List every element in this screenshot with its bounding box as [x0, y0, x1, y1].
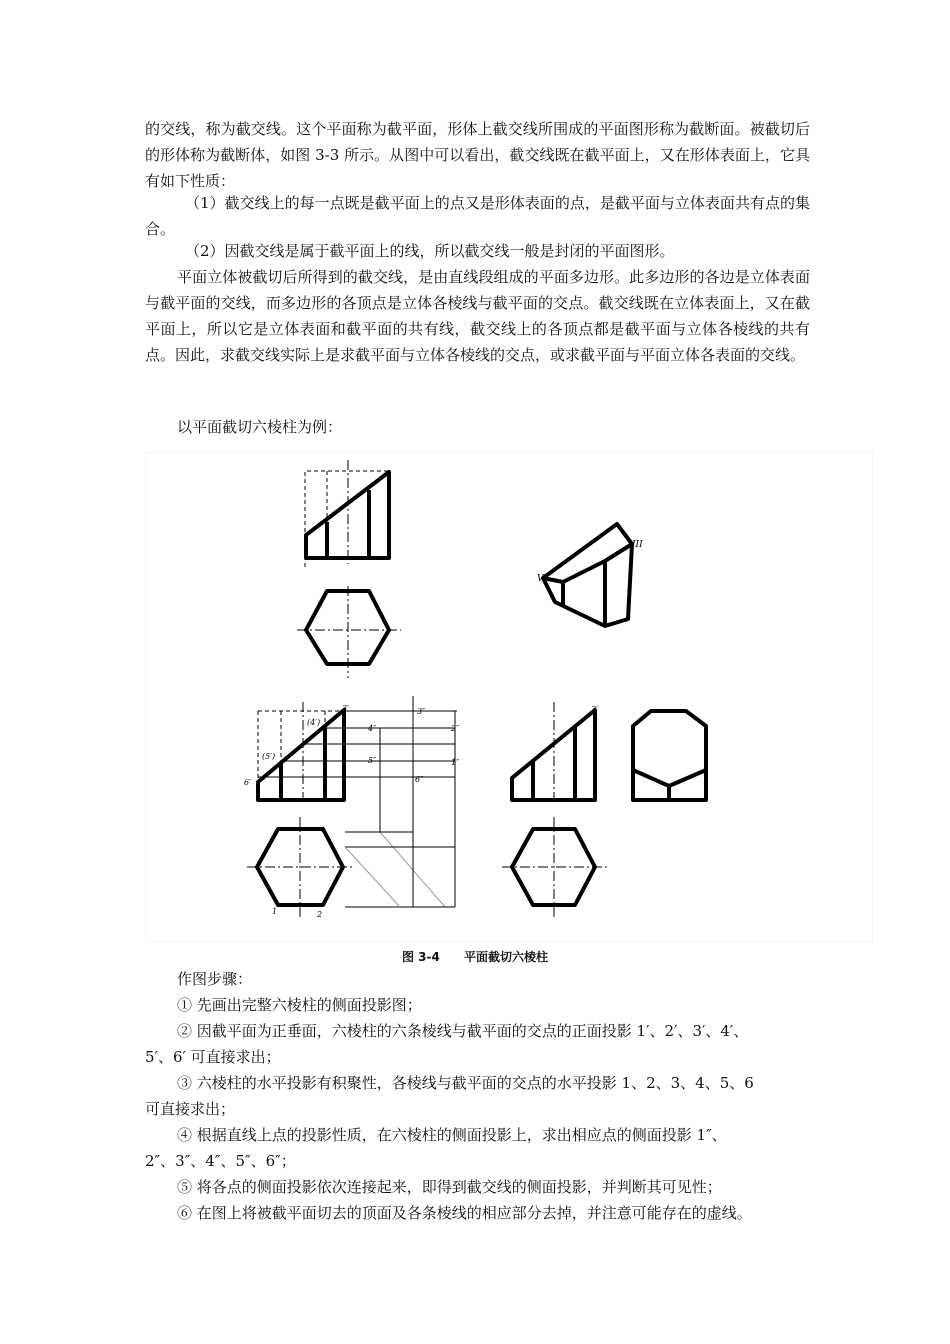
step-4-line-1: ④ 根据直线上点的投影性质，在六棱柱的侧面投影上，求出相应点的侧面投影 1″、: [177, 1126, 727, 1144]
figure-hexagonal-prism: [145, 452, 873, 942]
label-h2: 2: [317, 910, 323, 919]
step-2-line-1: ② 因截平面为正垂面，六棱柱的六条棱线与截平面的交点的正面投影 1′、2′、3′、4′、: [177, 1022, 749, 1040]
label-v1: 1″: [451, 758, 460, 767]
caption-number: 图 3-4: [401, 950, 440, 964]
label-h1: 1: [272, 907, 278, 916]
iso-label-3: III: [632, 540, 643, 550]
step-1: ① 先画出完整六棱柱的侧面投影图；: [177, 996, 422, 1014]
label-r3: 3′: [591, 705, 598, 714]
step-3-line-2: 可直接求出；: [145, 1100, 236, 1118]
label-f6: 6′: [244, 778, 251, 787]
paragraph-intro: 的交线，称为截交线。这个平面称为截平面，形体上截交线所围成的平面图形称为截断面。被截切后的形体称为截断体，如图 3-3 所示。从图中可以看出，截交线既在截平面上，又在形体表面上，它具有如下性质：: [145, 120, 810, 190]
step-2-line-2: 5′、6′ 可直接求出；: [145, 1048, 281, 1066]
step-5: ⑤ 将各点的侧面投影依次连接起来，即得到截交线的侧面投影，并判断其可见性；: [177, 1178, 722, 1196]
paragraph-property-1: （1）截交线上的每一点既是截平面上的点又是形体表面的点，是截平面与立体表面共有点的集合。: [145, 194, 810, 238]
label-h3: 3: [340, 864, 345, 872]
label-v6: 6″: [415, 775, 424, 784]
paragraph-property-2: （2）因截交线是属于截平面上的线，所以截交线一般是封闭的平面图形。: [185, 242, 675, 260]
figure-drawing: [145, 452, 873, 942]
label-v5: 5″: [368, 756, 377, 765]
paragraph-example: 以平面截切六棱柱为例：: [177, 418, 343, 436]
steps-title: 作图步骤：: [177, 970, 253, 988]
step-6: ⑥ 在图上将被截平面切去的顶面及各条棱线的相应部分去掉，并注意可能存在的虚线。: [177, 1204, 752, 1222]
label-f3: 3′: [342, 704, 349, 713]
label-f5: (5′): [262, 752, 276, 761]
paragraph-planar-solid: 平面立体被截切后所得到的截交线，是由直线段组成的平面多边形。此多边形的各边是立体表面与截平面的交线，而多边形的各顶点是立体各棱线与截平面的交点。截交线既在立体表面上，又在截平面上，所以它是立体表面和截平面的共有线，截交线上的各顶点都是截平面与立体各棱线的共有点。因此，求截交线实际上是求截平面与立体各棱线的交点，或求截平面与平面立体各表面的交线。: [145, 268, 810, 364]
iso-label-6: VI: [537, 574, 548, 584]
label-v3: 3″: [417, 707, 426, 716]
label-h4: 4: [320, 826, 325, 834]
label-f4: (4′): [307, 718, 321, 727]
figure-caption: [0, 948, 950, 965]
label-v4: 4″: [368, 724, 377, 733]
step-3-line-1: ③ 六棱柱的水平投影有积聚性，各棱线与截平面的交点的水平投影 1、2、3、4、5、6: [177, 1074, 754, 1092]
step-4-line-2: 2″、3″、4″、5″、6″；: [145, 1152, 296, 1170]
caption-title: 平面截切六棱柱: [464, 950, 549, 964]
label-v2: 2″: [451, 724, 460, 733]
